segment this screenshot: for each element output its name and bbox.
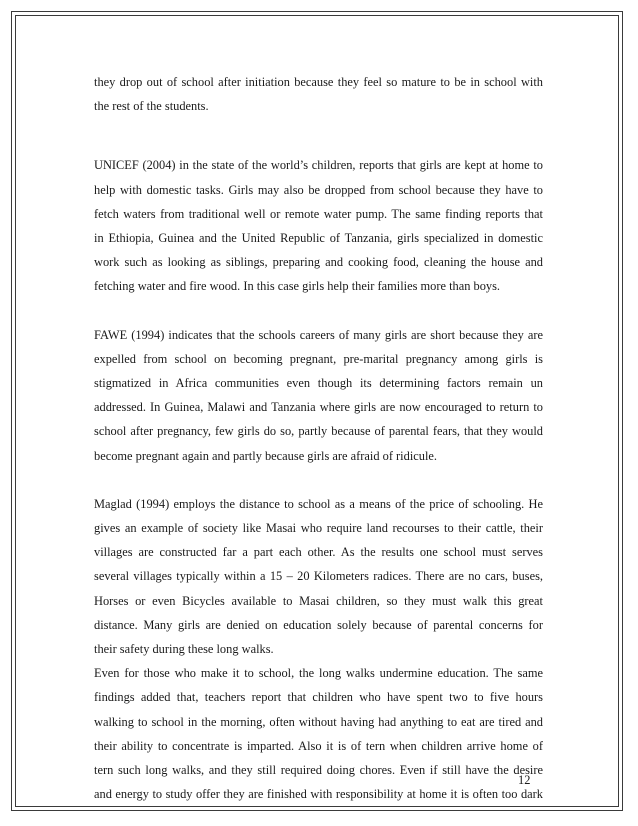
text-line: become pregnant again and partly because girls are afraid of ridicule.	[94, 448, 437, 463]
paragraph-spacer	[94, 468, 543, 492]
text-line: stigmatized in Africa communities even though its determining factors remain un	[94, 376, 543, 391]
text-line: school after pregnancy, few girls do so, partly because of parental fears, that they would	[94, 424, 543, 439]
text-line: Maglad (1994) employs the distance to school as a means of the price of schooling. He	[94, 496, 543, 511]
paragraph-fawe	[94, 323, 543, 468]
text-line: distance. Many girls are denied on education solely because of parental concerns for	[94, 617, 543, 632]
page-number: 12	[518, 773, 531, 787]
text-line: the rest of the students.	[94, 99, 209, 114]
text-line: expelled from school on becoming pregnant, pre-marital pregnancy among girls is	[94, 351, 543, 366]
paragraph-unicef	[94, 153, 543, 298]
paragraph-maglad	[94, 492, 543, 661]
text-line: Horses or even Bicycles available to Masai children, so they must walk this great	[94, 593, 543, 608]
paragraph-spacer	[94, 299, 543, 323]
text-line: their ability to concentrate is imparted. Also it is of tern when children arrive home of	[94, 738, 543, 753]
paragraph-continuation	[94, 70, 543, 118]
text-line: FAWE (1994) indicates that the schools careers of many girls are short because they are	[94, 327, 543, 342]
text-line: gives an example of society like Masai who require land recourses to their cattle, their	[94, 521, 543, 536]
text-line: several villages typically within a 15 – 20 Kilometers radices. There are no cars, buses,	[94, 569, 543, 584]
text-line: villages are constructed far a part each other. As the results one school must serves	[94, 545, 543, 560]
text-line: walking to school in the morning, often without having had anything to eat are tired and	[94, 714, 543, 729]
text-line: in Ethiopia, Guinea and the United Republic of Tanzania, girls specialized in domestic	[94, 231, 543, 246]
text-line: UNICEF (2004) in the state of the world’s children, reports that girls are kept at home to	[94, 158, 543, 173]
paragraph-long-walks	[94, 661, 543, 806]
text-line: their safety during these long walks.	[94, 642, 274, 657]
text-line: tern such long walks, and they still required doing chores. Even if still have the desire	[94, 763, 543, 778]
text-line: fetching water and fire wood. In this case girls help their families more than boys.	[94, 279, 501, 294]
text-line: they drop out of school after initiation because they feel so mature to be in school with	[94, 75, 543, 89]
text-line: and energy to study offer they are finished with responsibility at home it is often too dark	[94, 787, 543, 802]
text-line: Even for those who make it to school, the long walks undermine education. The same	[94, 666, 543, 681]
text-line: addressed. In Guinea, Malawi and Tanzania where girls are now encouraged to return to	[94, 400, 543, 415]
page-body	[94, 70, 543, 806]
text-line: fetch waters from traditional well or remote water pump. The same finding reports that	[94, 206, 543, 221]
paragraph-spacer	[94, 118, 543, 153]
text-line: findings added that, teachers report that children who have spent two to five hours	[94, 690, 543, 705]
text-line: help with domestic tasks. Girls may also be dropped from school because they have to	[94, 182, 543, 197]
text-line: work such as looking as siblings, preparing and cooking food, cleaning the house and	[94, 255, 543, 270]
